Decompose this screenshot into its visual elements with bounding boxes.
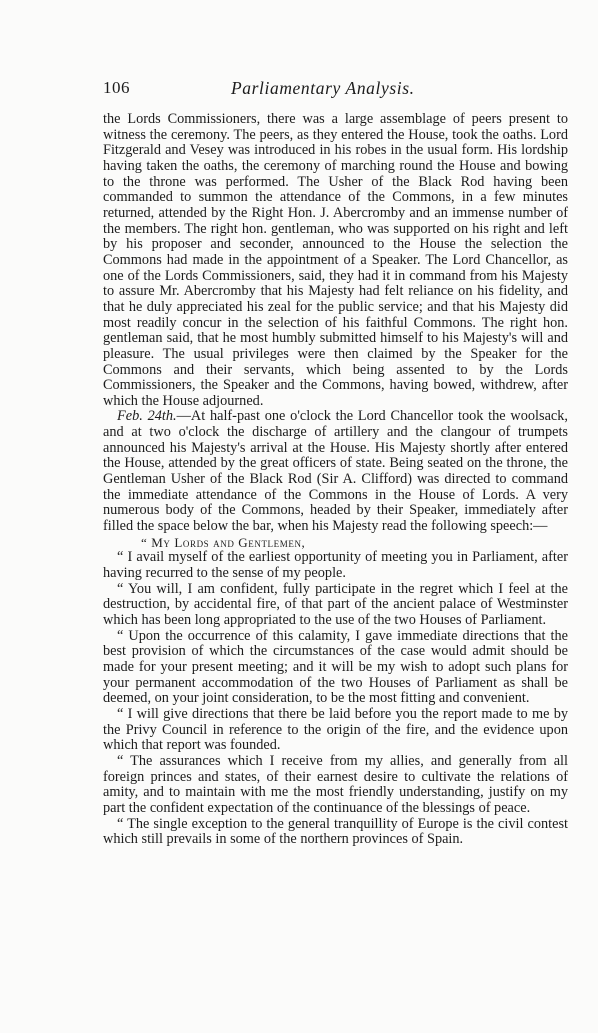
paragraph-feb-24 (103, 409, 568, 534)
speech-paragraph-4: “ I will give directions that there be laid before you the report made to me by the Privy Council in reference to the origin of the fire, and the evidence upon which that report was founded. (103, 705, 568, 754)
running-head: Parliamentary Analysis. (231, 78, 415, 98)
page-header (103, 78, 533, 100)
speech-salutation: “ My Lords and Gentlemen, (141, 534, 306, 550)
speech-paragraph-6: “ The single exception to the general tranquillity of Europe is the civil contest which still prevails in some of the northern provinces of Spain. (103, 815, 568, 848)
paragraph-feb-24-text: —At half-past one o'clock the Lord Chancellor took the woolsack, and at two o'clock the discharge of artillery and the clangour of trumpets announced his Majesty's arrival at the House. His Majesty shortly after entered the House, attended by the great officers of state. Being seated on the throne, the Gentleman Usher of the Black Rod (Sir A. Clifford) was directed to command the immediate attendance of the Commons in the House of Lords. A very numerous body of the Commons, headed by their Speaker, immediately after filled the space below the bar, when his Majesty read the following speech:— (103, 408, 568, 535)
date-heading: Feb. 24th. (117, 408, 177, 425)
page-number: 106 (103, 78, 130, 97)
speech-paragraph-5: “ The assurances which I receive from my allies, and generally from all foreign princes and states, of their earnest desire to cultivate the relations of amity, and to maintain with me the most friendly understanding, justify on my part the confident expectation of the continuance of the blessings of peace. (103, 752, 568, 816)
paragraph-ceremony: the Lords Commissioners, there was a large assemblage of peers present to witness the ceremony. The peers, as they entered the House, took the oaths. Lord Fitzgerald and Vesey was introduced in his robes in the usual form. His lordship having taken the oaths, the ceremony of marching round the House and bowing to the throne was performed. The Usher of the Black Rod having been commanded to summon the attendance of the Commons, in a few minutes returned, attended by the Right Hon. J. Abercromby and an immense number of the members. The right hon. gentleman, who was supported on his right and left by his proposer and seconder, announced to the House the selection the Commons had made in the appointment of a Speaker. The Lord Chancellor, as one of the Lords Commissioners, said, they had it in command from his Majesty to assure Mr. Abercromby that his Majesty had felt reliance on his fidelity, and that he duly appreciated his zeal for the public service; and that his Majesty did most readily concur in the selection of his faithful Commons. The right hon. gentleman said, that he most humbly submitted himself to his Majesty's will and pleasure. The usual privileges were then claimed by the Speaker for the Commons and their servants, which being assented to by the Lords Commissioners, the Speaker and the Commons, having bowed, withdrew, after which the House adjourned. (103, 111, 568, 409)
body-text (103, 112, 568, 848)
speech-paragraph-2: “ You will, I am confident, fully participate in the regret which I feel at the destruction, by accidental fire, of that part of the ancient palace of Westminster which has been long appropriated to the use of the two Houses of Parliament. (103, 580, 568, 628)
speech-paragraph-3: “ Upon the occurrence of this calamity, I gave immediate directions that the best provision of which the circumstances of the case would admit should be made for your present meeting; and it will be my wish to adopt such plans for your permanent accommodation of the two Houses of Parliament as shall be deemed, on your joint consideration, to be the most fitting and convenient. (103, 627, 568, 707)
speech-paragraph-1: “ I avail myself of the earliest opportunity of meeting you in Parliament, after having recurred to the sense of my people. (103, 549, 568, 582)
